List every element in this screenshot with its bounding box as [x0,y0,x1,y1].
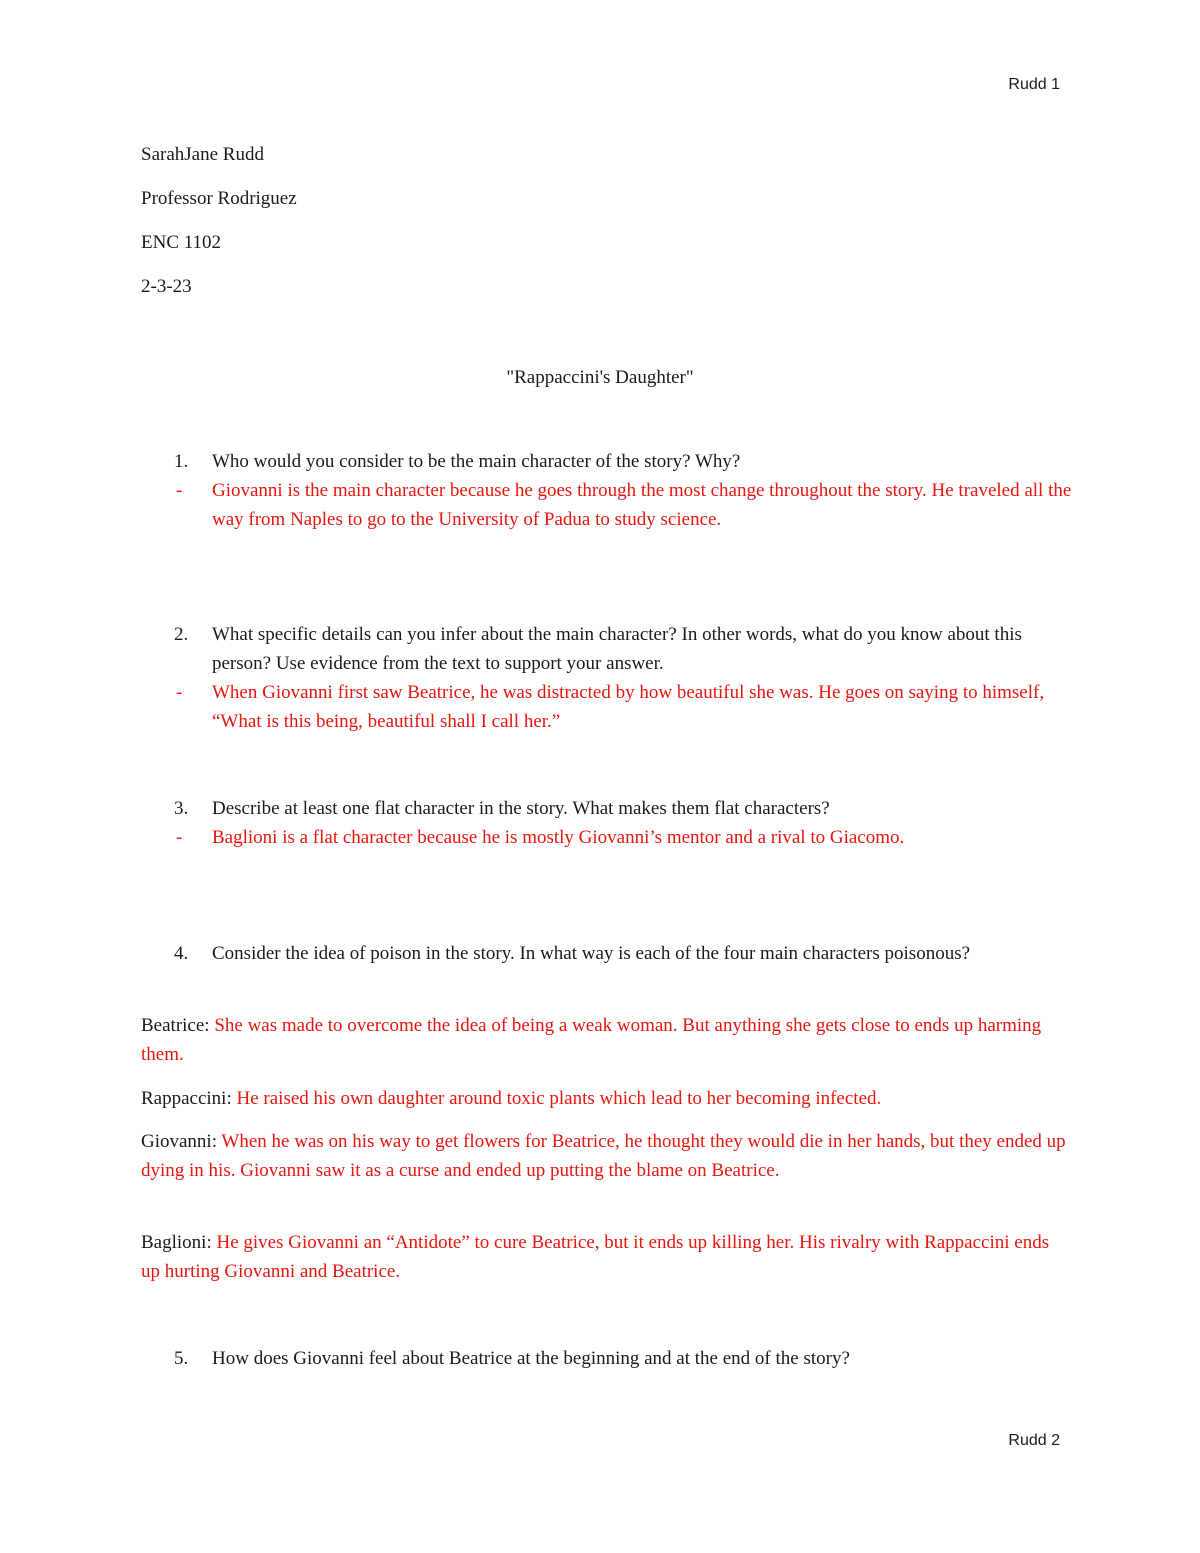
answer-marker: - [176,480,183,501]
assignment-date: 2-3-23 [141,276,192,297]
question-text: What specific details can you infer about the main character? In other words, what do you know about this person? Use evidence from the text to support your answer. [212,624,1022,674]
character-name: Baglioni: [141,1232,212,1253]
answer-text: When Giovanni first saw Beatrice, he was distracted by how beautiful she was. He goes on saying to himself, “What is this being, beautiful shall I call her.” [212,682,1045,732]
character-answer-beatrice [141,1012,1071,1069]
professor-name: Professor Rodriguez [141,188,297,209]
character-description: He gives Giovanni an “Antidote” to cure Beatrice, but it ends up killing her. His rivalry with Rappaccini ends up hurting Giovanni and Beatrice. [141,1232,1050,1282]
character-name: Rappaccini: [141,1088,232,1109]
character-description: She was made to overcome the idea of being a weak woman. But anything she gets close to ends up harming them. [141,1015,1042,1065]
question-number: 5. [174,1348,189,1369]
answer-text: Giovanni is the main character because he goes through the most change throughout the story. He traveled all the way from Naples to go to the University of Padua to study science. [212,480,1072,530]
page-number-1: Rudd 1 [1008,76,1060,93]
character-answer-baglioni [141,1229,1071,1286]
question-text: Who would you consider to be the main character of the story? Why? [212,451,741,472]
character-answer-giovanni [141,1128,1071,1185]
student-name: SarahJane Rudd [141,144,264,165]
page-number-2: Rudd 2 [1008,1432,1060,1449]
character-description: When he was on his way to get flowers for Beatrice, he thought they would die in her hands, but they ended up dying in his. Giovanni saw it as a curse and ended up putting the blame on Beatrice. [141,1131,1066,1181]
question-text: How does Giovanni feel about Beatrice at the beginning and at the end of the story? [212,1348,850,1369]
question-number: 1. [174,451,189,472]
question-number: 3. [174,798,189,819]
answer-marker: - [176,682,183,703]
answer-marker: - [176,827,183,848]
answer-text: Baglioni is a flat character because he is mostly Giovanni’s mentor and a rival to Giacomo. [212,827,905,848]
character-name: Giovanni: [141,1131,217,1152]
question-text: Describe at least one flat character in the story. What makes them flat characters? [212,798,830,819]
question-number: 4. [174,943,189,964]
character-description: He raised his own daughter around toxic plants which lead to her becoming infected. [236,1088,882,1109]
character-name: Beatrice: [141,1015,210,1036]
document-title: "Rappaccini's Daughter" [506,367,694,388]
question-number: 2. [174,624,189,645]
character-answer-rappaccini [141,1085,1071,1114]
question-text: Consider the idea of poison in the story. In what way is each of the four main characters poisonous? [212,943,971,964]
course-code: ENC 1102 [141,232,222,253]
